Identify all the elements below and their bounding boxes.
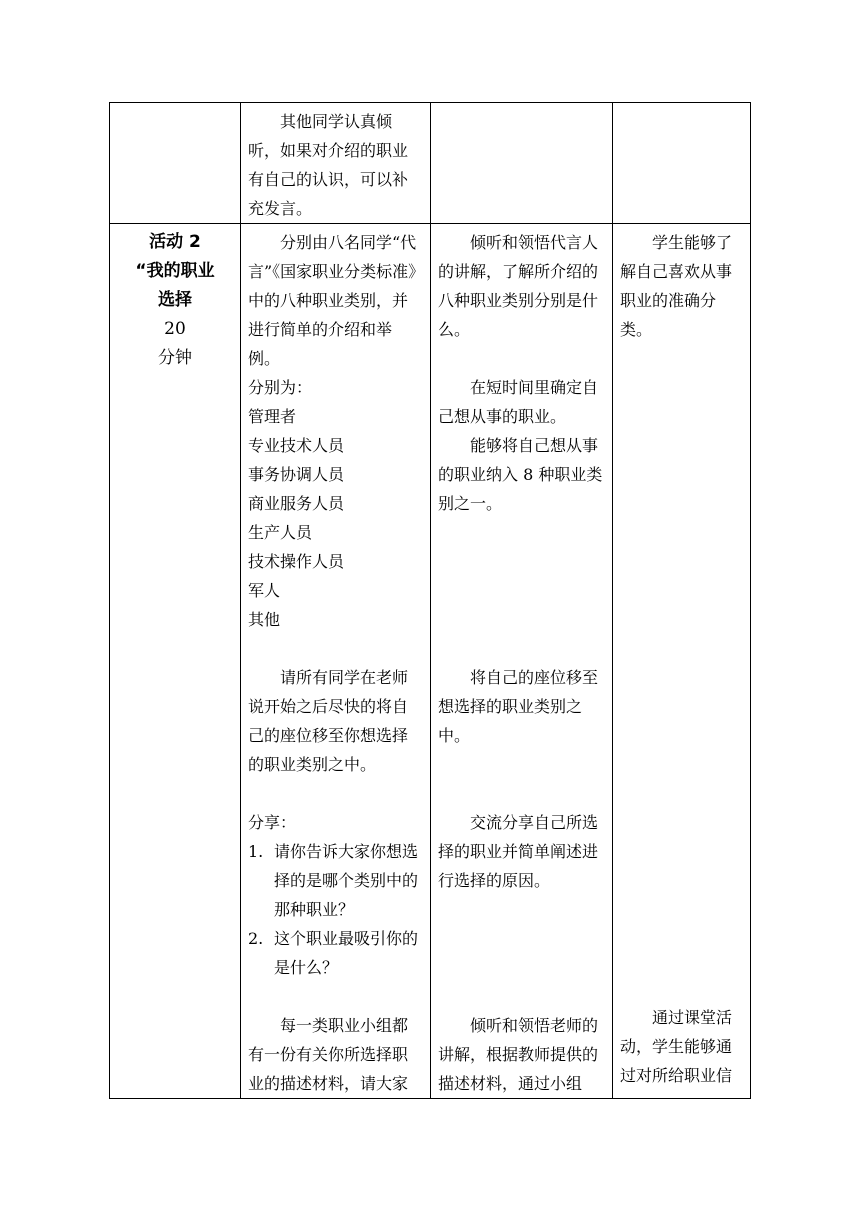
student-share-text: 交流分享自己所选择的职业并简单阐述进行选择的原因。 [438,813,599,890]
activity-title: 活动 2 [149,232,201,252]
activity-duration: 20 [164,319,186,339]
goal-second-text: 通过课堂活动，学生能够通过对所给职业信 [620,1008,733,1085]
student-move-text: 将自己的座位移至想选择的职业类别之中。 [438,668,599,745]
representative-intro: 分别由八名同学“代言”《国家职业分类标准》中的八种职业类别，并进行简单的介绍和举例。 [248,233,417,368]
activity-title: “我的职业 [135,261,215,281]
student-listen-text: 倾听和领悟代言人的讲解，了解所介绍的八种职业类别分别是什么。 [438,233,599,339]
category-list-label: 分别为： [248,378,313,397]
list-item [248,837,423,924]
list-item: 技术操作人员 [248,552,345,571]
seat-instruction: 请所有同学在老师说开始之后尽快的将自己的座位移至你想选择的职业类别之中。 [248,668,409,774]
list-item: 军人 [248,581,281,600]
share-questions [248,837,423,982]
question-number: 1. [248,842,264,861]
question-text: 这个职业最吸引你的是什么？ [274,929,419,977]
list-item: 生产人员 [248,523,313,542]
goal-first-text: 学生能够了解自己喜欢从事职业的准确分类。 [620,233,733,339]
table-row [110,103,751,224]
question-text: 请你告诉大家你想选择的是哪个类别中的那种职业？ [274,842,419,919]
teacher-activity-cell [241,103,431,224]
table-row [110,224,751,1099]
activity-cell [110,103,241,224]
student-decide-text: 在短时间里确定自己想从事的职业。 [438,378,599,426]
lesson-plan-table [109,102,751,1099]
activity-title: 选择 [158,290,192,310]
list-item: 事务协调人员 [248,465,345,484]
list-item: 商业服务人员 [248,494,345,513]
list-item [248,924,423,982]
list-item: 管理者 [248,407,297,426]
listen-instruction: 其他同学认真倾听，如果对介绍的职业有自己的认识，可以补充发言。 [248,112,409,218]
student-activity-cell [431,103,613,224]
materials-instruction: 每一类职业小组都有一份有关你所选择职业的描述材料，请大家 [248,1016,409,1093]
share-label: 分享： [248,813,297,832]
list-item: 其他 [248,610,281,629]
student-activity-cell [431,224,613,1099]
student-classify-text: 能够将自己想从事的职业纳入 8 种职业类别之一。 [438,436,603,513]
activity-duration-unit: 分钟 [158,348,192,368]
list-item: 专业技术人员 [248,436,345,455]
goal-cell [613,224,751,1099]
teacher-activity-cell [241,224,431,1099]
goal-cell [613,103,751,224]
question-number: 2. [248,929,264,948]
student-materials-text: 倾听和领悟老师的讲解，根据教师提供的描述材料，通过小组 [438,1016,599,1093]
activity-cell [110,224,241,1099]
